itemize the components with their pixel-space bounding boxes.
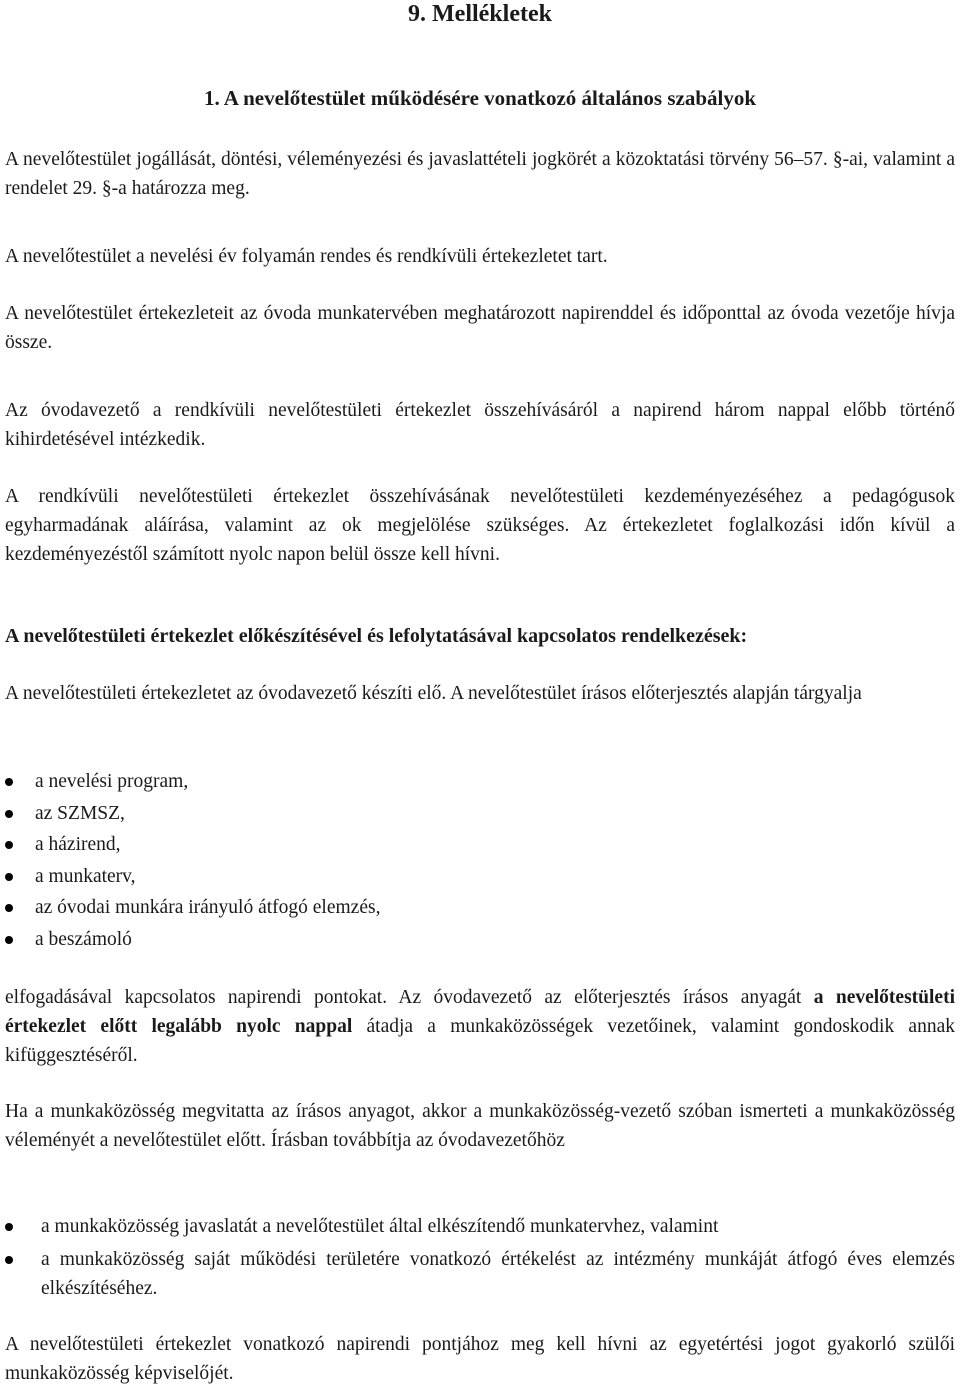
paragraph-preparation: A nevelőtestületi értekezletet az óvodavezető készíti elő. A nevelőtestület írásos előterjesztés alapján tárgyalja	[5, 683, 862, 704]
bullet-icon	[5, 904, 13, 912]
subheading: A nevelőtestületi értekezlet előkészítésével és lefolytatásával kapcsolatos rendelkezések:	[5, 625, 748, 647]
paragraph-extraordinary: Az óvodavezető a rendkívüli nevelőtestületi értekezlet összehívásáról a napirend három nappal előbb történő kihirdetésével intézkedik.	[5, 400, 955, 450]
list-item: a munkaközösség saját működési területére vonatkozó értékelést az intézmény munkáját átfogó éves elemzés elkészítéséhez.	[5, 1245, 955, 1303]
bullet-icon	[5, 1256, 13, 1264]
list-item: az SZMSZ,	[5, 798, 955, 830]
paragraph-working-group: Ha a munkaközösség megvitatta az írásos anyagot, akkor a munkaközösség-vezető szóban ismerteti a munkaközösség véleményét a nevelőtestület előtt. Írásban továbbítja az óvodavezetőhöz	[5, 1101, 955, 1151]
emphasis-deadline: a nevelőtestületi értekezlet előtt legalább nyolc nappal	[5, 987, 955, 1037]
list-item: a beszámoló	[5, 924, 955, 956]
list-item: a munkaközösség javaslatát a nevelőtestület által elkészítendő munkatervhez, valamint	[5, 1212, 955, 1241]
paragraph-initiative: A rendkívüli nevelőtestületi értekezlet összehívásának nevelőtestületi kezdeményezéséhez a pedagógusok egyharmadának aláírása, valamint az ok megjelölése szükséges. Az értekezletet foglalkozási időn kívül a kezdeményezéstől számított nyolc napon belül össze kell hívni.	[5, 486, 955, 565]
paragraph-acceptance: elfogadásával kapcsolatos napirendi pontokat. Az óvodavezető az előterjesztés írásos anyagát a nevelőtestületi értekezlet előtt legalább nyolc nappal átadja a munkaközösségek vezetőinek, valamint gondoskodik annak kifüggesztéséről.	[5, 987, 955, 1066]
bullet-icon	[5, 936, 13, 944]
section-title: 1. A nevelőtestület működésére vonatkozó általános szabályok	[203, 86, 757, 110]
paragraph-meetings: A nevelőtestület a nevelési év folyamán rendes és rendkívüli értekezletet tart.	[5, 246, 608, 267]
bullet-icon	[5, 778, 13, 786]
paragraph-parents: A nevelőtestületi értekezlet vonatkozó napirendi pontjához meg kell hívni az egyetértési jogot gyakorló szülői munkaközösség képviselőjét.	[5, 1334, 955, 1384]
bullet-icon	[5, 873, 13, 881]
bullet-icon	[5, 1223, 13, 1231]
topics-list	[5, 766, 955, 955]
bullet-icon	[5, 810, 13, 818]
bullet-icon	[5, 841, 13, 849]
paragraph-legal-basis: A nevelőtestület jogállását, döntési, véleményezési és javaslattételi jogkörét a közoktatási törvény 56–57. §-ai, valamint a rendelet 29. §-a határozza meg.	[5, 149, 955, 199]
paragraph-convening: A nevelőtestület értekezleteit az óvoda munkatervében meghatározott napirenddel és időponttal az óvoda vezetője hívja össze.	[5, 303, 955, 353]
list-item: a nevelési program,	[5, 766, 955, 798]
chapter-title: 9. Mellékletek	[408, 1, 552, 27]
forwarding-list	[5, 1212, 955, 1303]
list-item: az óvodai munkára irányuló átfogó elemzés,	[5, 892, 955, 924]
list-item: a házirend,	[5, 829, 955, 861]
list-item: a munkaterv,	[5, 861, 955, 893]
